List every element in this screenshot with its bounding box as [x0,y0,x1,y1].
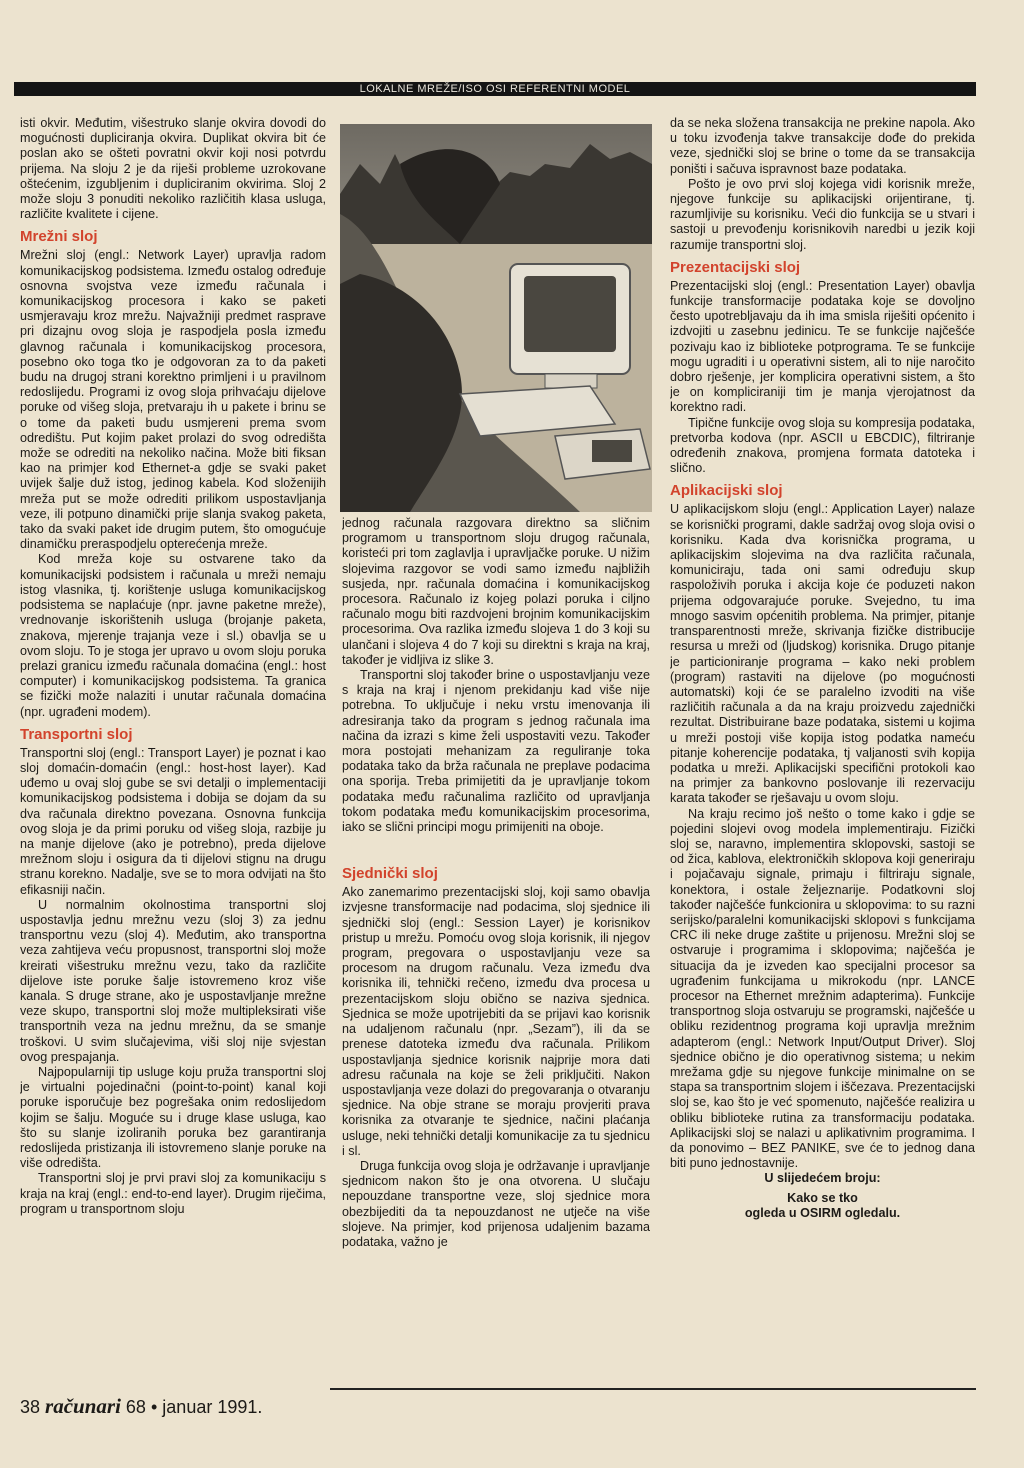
footer-rule [330,1388,976,1390]
column-middle [342,516,650,1378]
paragraph: Transportni sloj (engl.: Transport Layer) je poznat i kao sloj domaćin-domaćin (engl.: host-host layer). Kad uđemo u ovaj sloj gube se svi detalji o implementaciji komunikacijskog podsistema i dobija se dojam da su dva računala direktno povezana. Osnovna funkcija ovog sloja je da primi poruku od višeg sloja, razbije ju na manje dijelove (ako je potrebno), preda dijelove mrežnom sloju i osigura da ti dijelovi stignu na drugu stranu korekno. Nadalje, sve se to mora odvijati na što efikasniji način. [20,745,326,897]
paragraph: U normalnim okolnostima transportni sloj uspostavlja jednu mrežnu vezu (sloj 3) za jednu transportnu vezu (sloj 4). Međutim, ako transportna veza zahtijeva veću propusnost, transportni sloj može kreirati višestruku mrežnu vezu, tako da različite dijelove iste poruke šalje istovremeno kroz više kanala. S druge strane, ako je uspostavljanje mrežne veze skupo, transportni sloj može multipleksirati više transportnih veza na jednu mrežnu, da se smanje troškovi. U svim slučajevima, viši sloj nije svjestan ovog prespajanja. [20,897,326,1064]
section-heading-sjednicki: Sjednički sloj [342,865,438,883]
paragraph: U aplikacijskom sloju (engl.: Application Layer) nalaze se korisnički programi, dakle sadržaj ovog sloja ovisi o korisniku. Kada dva korisnička programa, u aplikacijskim slojevima na dva različita računala, komuniciraju, tada oni sami određuju skup raspoloživih poruka i akcija koje će poduzeti nakon prijema odgovarajuće poruke. Svejedno, tu ima mnogo sasvim općenitih problema. Na primjer, pitanje transparentnosti mreže, skrivanja fizičke distribucije resursa u mreži od (ljudskog) korisnika. Drugo pitanje je particioniranje programa – kako neki problem (program) rastaviti na dijelove (po mogućnosti automatski) koji će se paralelno izvoditi na više različitih računala a da na kraju proizvedu zajednički rezultat. Distribuirane baze podataka, sistemi u kojima u mreži postoji više kopija istog podatka nameću pitanje koherencije podataka, tj valjanosti svih kopija podatka u mreži. Aplikacijski specifični protokoli kao na primjer za bankovno poslovanje ili rezervaciju karata također se rješavaju u ovom sloju. [670,502,975,806]
paragraph: da se neka složena transakcija ne prekine napola. Ako u toku izvođenja takve transakcije dođe do prekida veze, sjednički sloj se brine o tome da se transakcija poništi i sačuva ispravnost baze podataka. [670,116,975,176]
next-issue-title-line1: Kako se tko [787,1190,858,1205]
section-heading-aplikacijski: Aplikacijski sloj [670,482,783,500]
magazine-logo: računari [45,1394,121,1418]
next-issue-label: U slijedećem broju: [764,1171,881,1186]
paragraph: Pošto je ovo prvi sloj kojega vidi korisnik mreže, njegove funkcije su aplikacijski orijentirane, tj. razumljivije su korisniku. Veći dio funkcija se u stvari i sastoji u prevođenju korisnikovih naredbi u jezik koji razumije transportni sloj. [670,176,975,252]
paragraph: Ako zanemarimo prezentacijski sloj, koji samo obavlja izvjesne transformacije nad podacima, sloj sjednice ili sjednički sloj (engl.: Session Layer) je korisnikov pristup u mrežu. Pomoću ovog sloja korisnik, ili njegov program, pregovara o uspostavljanju veze sa procesom na drugom računalu. Veza između dva korisnika ili, tehnički rečeno, između dva procesa u prezentacijskom sloju obično se naziva sjednica. Sjednica se može upotrijebiti da se prijavi kao korisnik na udaljenom računalu (npr. „Sezam”), ili da se prenese datoteka između dva računala. Prilikom uspostavljanja sjednice korisnik najprije mora dati adresu računala na koje se želi priključiti. Nakon uspostavljanja veze dolazi do pregovaranja o otvaranju sjednice. Na obje strane se moraju provjeriti prava korisnika za otvaranje te sjednice, načini plaćanja usluge, neki tehnički detalji komunikacije za tu sjednicu i sl. [342,885,650,1158]
paragraph: Na kraju recimo još nešto o tome kako i gdje se pojedini slojevi ovog modela implementiraju. Fizički sloj se, naravno, implementira sklopovski, sastoji se od žica, kablova, elektroničkih sklopova koji generiraju i pojačavaju signale, primaju i filtriraju signale, konektora, i ostale željeznarije. Podatkovni sloj također najčešće funkcionira u sklopovima: to su razni serijsko/paralelni komunikacijski sklopovi s funkcijama CRC ili neke druge zaštite u prijenosu. Mrežni sloj se ostvaruje i programima i sklopovima; najčešća je situacija da je izveden kao specijalni procesor sa ugrađenim funkcijama u mikrokodu (npr. LANCE procesor na Ethernet mrežnim adapterima). Funkcije transportnog sloja ostvaruju se programski, najčešće u obliku rezidentnog programa koji upravlja mrežnim adapterom (engl.: Network Input/Output Driver). Sloj sjednice obično je dio operativnog sistema; u nekim mrežama gdje su njegove funkcije minimalne on se stapa sa transportnim slojem i iščezava. Prezentacijski sloj se, kao što je već spomenuto, najčešće realizira u obliku biblioteke rutina za transformaciju podataka. Aplikacijski sloj se nalazi u aplikativnim programima. I da ponovimo – BEZ PANIKE, sve će to jednog dana biti puno jednostavnije. [670,806,975,1171]
section-heading-transportni: Transportni sloj [20,725,133,743]
paragraph: Druga funkcija ovog sloja je održavanje i upravljanje sjednicom nakon što je ona otvorena. U slučaju nepouzdane transportne veze, sloj sjednice mora obezbijediti da ta nepouzdanost ne utječe na više slojeve. Na primjer, kod prijenosa udaljenim bazama podataka, važno je [342,1158,650,1249]
paragraph: Mrežni sloj (engl.: Network Layer) upravlja radom komunikacijskog podsistema. Između ostalog određuje osnovna svojstva veze između računala i komunikacijskog procesora i kako se paketi usmjeravaju kroz mrežu. Najvažniji predmet rasprave pri dizajnu ovog sloja je raspodjela posla između glavnog računala i komunikacijskog procesora, posebno oko toga tko je odgovoran za to da paketi budu na drugoj strani korektno primljeni i u pravilnom redoslijedu. Programi iz ovog sloja prihvaćaju dijelove poruke od višeg sloja, pretvaraju ih u pakete i brinu se o tome da paketi budu usmjereni prema svom odredištu. Put kojim paket prolazi do svog odredišta može se odrediti na nekoliko načina. Može biti fiksan kao na primjer kod Ethernet-a gdje se svaki paket uvijek šalje duž istog, jedinog kabela. Kod složenijih mreža put se može odrediti prilikom uspostavljanja veze, ili potpuno dinamički prije slanja svakog paketa, tako da svaki paket ide drugim putem, što omogućuje dinamičku preraspodjelu opterećenja mreže. [20,248,326,552]
paragraph: isti okvir. Međutim, višestruko slanje okvira dovodi do mogućnosti dupliciranja okvira. Duplikat okvira bit će poslan ako se ošteti povratni okvir koji nosi potvrdu prijema. Na sloju 2 je da riješi probleme uzrokovane oštećenim, izgubljenim i dupliciranim okvirima. Sloj 2 može sloju 3 ponuditi nekoliko različitih klasa usluga, različite kvalitete i cijene. [20,116,326,222]
paragraph: Transportni sloj je prvi pravi sloj za komunikaciju s kraja na kraj (engl.: end-to-end layer). Drugim riječima, program u transportnom sloju [20,1171,326,1216]
running-header: LOKALNE MREŽE/ISO OSI REFERENTNI MODEL [14,82,976,96]
bullet-separator: • [150,1397,158,1417]
paragraph: Prezentacijski sloj (engl.: Presentation Layer) obavlja funkcije transformacije podataka koje se dovoljno često upotrebljavaju da ih ima smisla riješiti općenito i izdvojiti u zasebnu jedinicu. Te se funkcije najčešće pozivaju kao iz biblioteke potprograma. Te se funkcije mogu ugraditi i u operativni sistem, ali to nije naročito dobro rješenje, jer komplicira operativni sistem, a što je on kompliciraniji tim je manja vjerojatnost da korektno radi. [670,278,975,415]
issue-number: 68 [125,1397,146,1417]
next-issue-title-line2: ogleda u OSIRM ogledalu. [744,1205,901,1220]
paragraph: Transportni sloj također brine o uspostavljanju veze s kraja na kraj i njenom prekidanju kad više nije potrebna. To uključuje i neku vrstu imenovanja ili adresiranja tako da program s jednog računala ima načina da izrazi s kime želi uspostaviti vezu. Također mora postojati mehanizam za reguliranje toka podataka tako da brža računala ne preplave podacima ona sporija. Treba primijetiti da je upravljanje tokom podataka među računalima različito od upravljanja tokom podataka među komunikacijskim procesorima, iako se slični principi mogu primijeniti na oboje. [342,668,650,835]
page-number: 38 [20,1397,41,1417]
column-right [670,116,975,1378]
section-heading-prezentacijski: Prezentacijski sloj [670,258,801,276]
page-footer [20,1393,262,1419]
column-left [20,116,326,1378]
paragraph: Najpopularniji tip usluge koju pruža transportni sloj je virtualni pojedinačni (point-to-point) kanal koji poruke isporučuje bez pogrešaka onim redoslijedom kojim se šalju. Moguće su i druge klase usluga, kao što su slanje izoliranih poruka bez garantiranja redoslijeda pristizanja ili istovremeno slanje poruke na više odredišta. [20,1064,326,1171]
section-heading-mrezni: Mrežni sloj [20,228,98,246]
paragraph: Kod mreža koje su ostvarene tako da komunikacijski podsistem i računala u mreži nemaju istog vlasnika, tj. korištenje usluga komunikacijskog podsistema se naplaćuje (npr. javne paketne mreže), vrednovanje iskorištenih usluga (brojanje paketa, znakova, mjerenje trajanja veze i sl.) obavlja se u ovom sloju. To je stoga jer upravo u ovom sloju poruka prelazi granicu između računala domaćina (engl.: host computer) i komunikacijskog podsistema. Ta granica se fizički može nalaziti i unutar računala domaćina (npr. ugrađeni modem). [20,552,326,719]
issue-date: januar 1991. [162,1397,263,1417]
paragraph: Tipične funkcije ovog sloja su kompresija podataka, pretvorba kodova (npr. ASCII u EBCDIC), filtriranje određenih znakova, promjena formata datoteka i slično. [670,415,975,476]
illustration-drawing [340,124,652,512]
paragraph: jednog računala razgovara direktno sa sličnim programom u transportnom sloju drugog računala, koristeći pri tom zaglavlja i upravljačke poruke. U nižim slojevima razgovor se vodi samo između najbližih susjeda, npr. računala domaćina i komunikacijskog procesora. Računalo iz kojeg polazi poruka i ciljno računalo mogu biti razdvojeni brojnim komunikacijskim procesorima. Ova razlika između slojeva 1 do 3 koji su ulančani i slojeva 4 do 7 koji su direktni s kraja na kraj, također je vidljiva iz slike 3. [342,516,650,667]
computer-desert-illustration [340,124,652,512]
